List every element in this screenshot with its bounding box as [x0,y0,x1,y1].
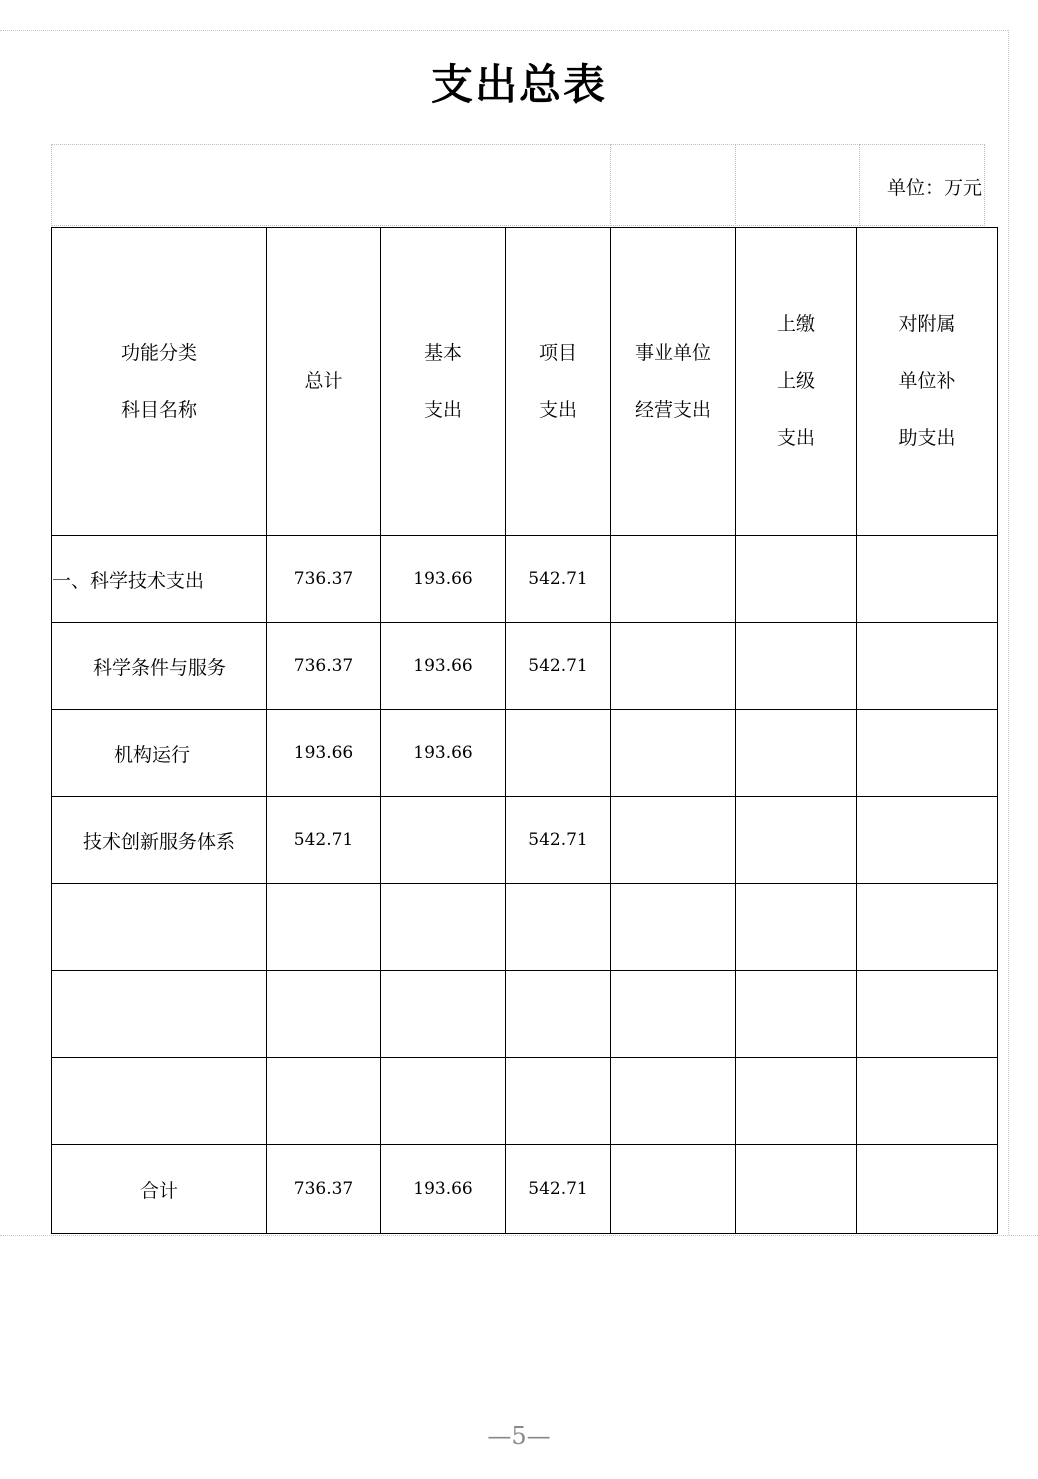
row-subsidy [857,623,998,710]
page-title: 支出总表 [430,60,607,109]
page-frame-right [1008,30,1009,1235]
row-subsidy [857,536,998,623]
row-total: 736.37 [267,536,381,623]
header-subsidy [857,228,998,536]
unit-row [51,144,985,226]
row-basic: 193.66 [381,710,506,797]
header-name [52,228,267,536]
row-project: 542.71 [506,623,611,710]
header-business-line1: 事业单位 [634,341,711,364]
row-basic [381,1058,506,1145]
header-row [52,228,998,536]
row-total: 542.71 [267,797,381,884]
row-upper [736,623,857,710]
header-basic [381,228,506,536]
header-business [611,228,736,536]
row-project [506,710,611,797]
row-project [506,1058,611,1145]
row-upper [736,710,857,797]
row-business [611,623,736,710]
row-total [267,884,381,971]
header-project-line1: 项目 [538,341,577,364]
table-row [52,623,998,710]
row-business [611,710,736,797]
table-row [52,797,998,884]
row-name [52,1058,267,1145]
row-basic [381,884,506,971]
row-name: 技术创新服务体系 [52,797,267,884]
totals-row [52,1145,998,1234]
row-upper [736,797,857,884]
row-total: 193.66 [267,710,381,797]
table-row [52,536,998,623]
totals-subsidy [857,1145,998,1234]
expenditure-table [51,227,998,1234]
unit-row-cell [735,144,860,226]
row-upper [736,536,857,623]
row-subsidy [857,710,998,797]
row-subsidy [857,1058,998,1145]
header-subsidy-line2: 单位补 [898,370,956,392]
row-project: 542.71 [506,797,611,884]
row-subsidy [857,797,998,884]
row-total [267,971,381,1058]
totals-upper [736,1145,857,1234]
row-upper [736,884,857,971]
header-upper-line3: 支出 [776,427,815,449]
table-row [52,710,998,797]
table-row [52,884,998,971]
table-row [52,1058,998,1145]
header-name-line2: 科目名称 [120,398,197,421]
unit-row-cell [610,144,736,226]
header-total [267,228,381,536]
row-basic: 193.66 [381,536,506,623]
header-subsidy-line1: 对附属 [898,313,956,335]
header-business-line2: 经营支出 [634,398,711,421]
totals-label: 合计 [52,1145,267,1234]
header-subsidy-line3: 助支出 [898,427,956,449]
row-subsidy [857,884,998,971]
totals-basic: 193.66 [381,1145,506,1234]
header-basic-line2: 支出 [423,398,462,421]
totals-project: 542.71 [506,1145,611,1234]
row-basic [381,797,506,884]
row-business [611,797,736,884]
header-total-label: 总计 [304,370,343,392]
header-project [506,228,611,536]
page-frame-top [0,30,1008,31]
page-number: —5— [487,1422,551,1450]
row-project [506,971,611,1058]
header-project-line2: 支出 [538,398,577,421]
row-project: 542.71 [506,536,611,623]
header-upper-line2: 上级 [776,370,815,392]
row-name: 机构运行 [52,710,267,797]
header-upper [736,228,857,536]
table-row [52,971,998,1058]
row-name [52,884,267,971]
row-basic [381,971,506,1058]
totals-total: 736.37 [267,1145,381,1234]
row-business [611,971,736,1058]
header-basic-line1: 基本 [423,341,462,364]
unit-label: 单位：万元 [886,177,982,199]
row-business [611,1058,736,1145]
row-total: 736.37 [267,623,381,710]
row-subsidy [857,971,998,1058]
row-name [52,971,267,1058]
header-upper-line1: 上缴 [776,313,815,335]
row-project [506,884,611,971]
row-name: 科学条件与服务 [52,623,267,710]
totals-business [611,1145,736,1234]
row-name: 一、科学技术支出 [52,536,267,623]
row-business [611,536,736,623]
row-upper [736,971,857,1058]
row-upper [736,1058,857,1145]
row-total [267,1058,381,1145]
page-frame-bottom [0,1235,1038,1236]
header-name-line1: 功能分类 [120,341,197,364]
unit-row-cell [51,144,611,226]
row-basic: 193.66 [381,623,506,710]
row-business [611,884,736,971]
